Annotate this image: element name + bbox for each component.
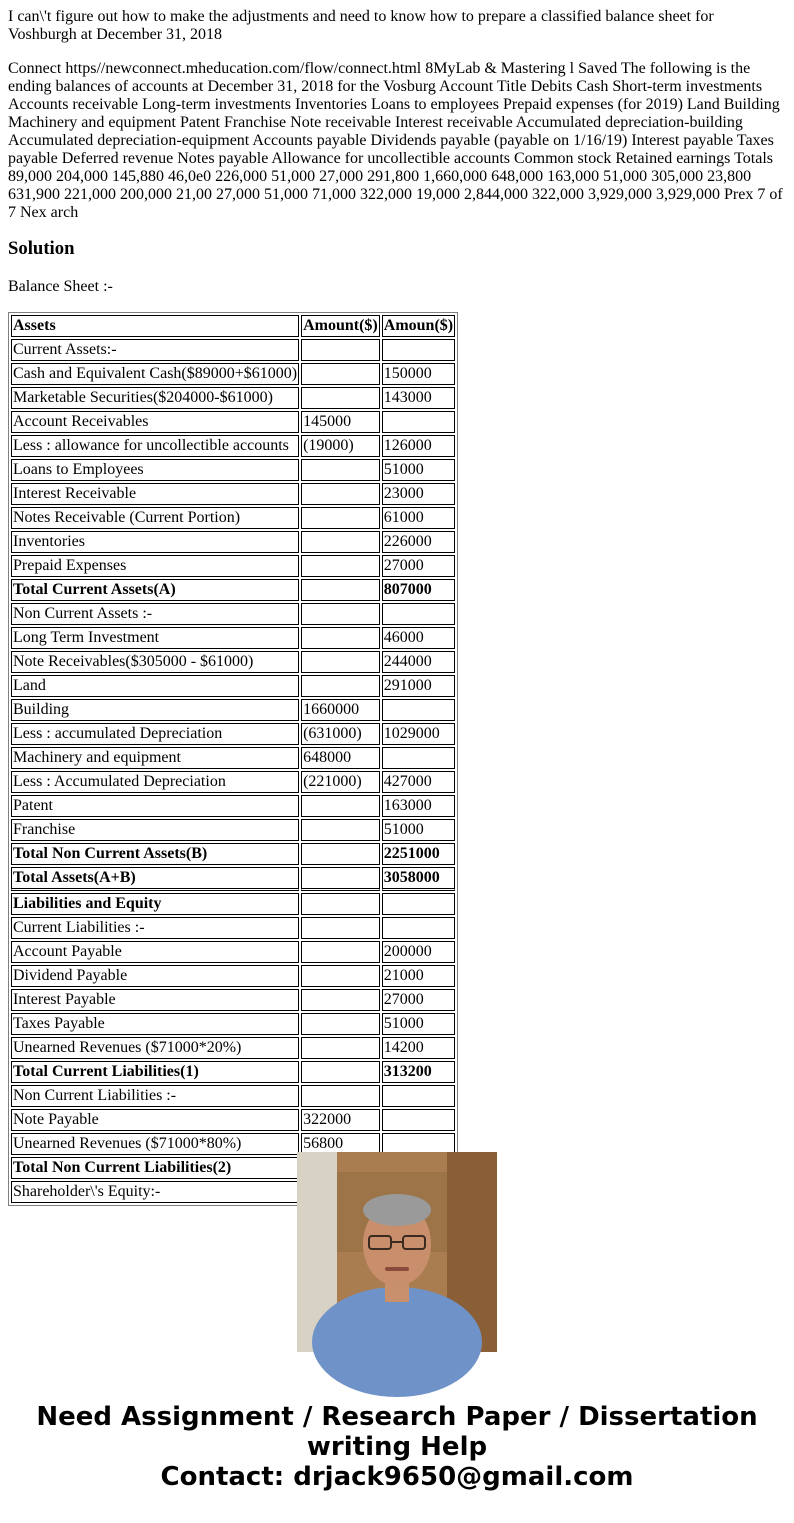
table-row bbox=[11, 651, 455, 673]
table-row bbox=[11, 843, 455, 865]
row-label: Unearned Revenues ($71000*20%) bbox=[11, 1037, 299, 1059]
promo-contact: Contact: drjack9650@gmail.com bbox=[160, 1462, 634, 1492]
table-row bbox=[11, 459, 455, 481]
table-row bbox=[11, 917, 455, 939]
row-label: Less : allowance for uncollectible accounts bbox=[11, 435, 299, 457]
row-amount-1 bbox=[301, 1061, 380, 1083]
row-amount-2: 21000 bbox=[382, 965, 455, 987]
row-label: Notes Receivable (Current Portion) bbox=[11, 507, 299, 529]
table-row bbox=[11, 483, 455, 505]
avatar bbox=[297, 1152, 497, 1352]
row-amount-1 bbox=[301, 363, 380, 385]
table-row bbox=[11, 989, 455, 1011]
table-row bbox=[11, 1037, 455, 1059]
row-amount-1 bbox=[301, 603, 380, 625]
row-label: Total Assets(A+B) bbox=[11, 867, 299, 891]
row-amount-2: 150000 bbox=[382, 363, 455, 385]
row-label: Account Receivables bbox=[11, 411, 299, 433]
table-row bbox=[11, 675, 455, 697]
table-row bbox=[11, 1013, 455, 1035]
table-row bbox=[11, 1085, 455, 1107]
row-amount-2 bbox=[382, 339, 455, 361]
promo-banner bbox=[0, 1402, 794, 1492]
row-amount-2: 3058000 bbox=[382, 867, 455, 891]
row-label: Less : accumulated Depreciation bbox=[11, 723, 299, 745]
row-label: Prepaid Expenses bbox=[11, 555, 299, 577]
author-avatar-area bbox=[0, 1152, 794, 1352]
row-amount-1: 145000 bbox=[301, 411, 380, 433]
table-row bbox=[11, 531, 455, 553]
row-amount-2 bbox=[382, 1109, 455, 1131]
row-amount-1 bbox=[301, 675, 380, 697]
row-label: Machinery and equipment bbox=[11, 747, 299, 769]
row-amount-1: 1660000 bbox=[301, 699, 380, 721]
row-amount-2 bbox=[382, 893, 455, 915]
row-amount-2: 226000 bbox=[382, 531, 455, 553]
row-amount-1 bbox=[301, 917, 380, 939]
row-label: Note Receivables($305000 - $61000) bbox=[11, 651, 299, 673]
table-row bbox=[11, 555, 455, 577]
row-label: Long Term Investment bbox=[11, 627, 299, 649]
row-label: Land bbox=[11, 675, 299, 697]
row-amount-1 bbox=[301, 507, 380, 529]
row-label: Non Current Assets :- bbox=[11, 603, 299, 625]
row-amount-1 bbox=[301, 843, 380, 865]
row-amount-2: 1029000 bbox=[382, 723, 455, 745]
row-amount-1 bbox=[301, 965, 380, 987]
row-amount-2: 143000 bbox=[382, 387, 455, 409]
row-amount-1 bbox=[301, 579, 380, 601]
row-amount-1: (19000) bbox=[301, 435, 380, 457]
promo-line-2: writing Help bbox=[306, 1432, 488, 1462]
header-amount-2: Amoun($) bbox=[382, 315, 455, 337]
row-amount-2: 51000 bbox=[382, 1013, 455, 1035]
row-label: Shareholder\'s Equity:- bbox=[11, 1181, 299, 1203]
row-amount-1 bbox=[301, 627, 380, 649]
table-row bbox=[11, 771, 455, 793]
row-label: Inventories bbox=[11, 531, 299, 553]
row-amount-1: (631000) bbox=[301, 723, 380, 745]
row-amount-2: 427000 bbox=[382, 771, 455, 793]
row-label: Total Current Assets(A) bbox=[11, 579, 299, 601]
row-label: Loans to Employees bbox=[11, 459, 299, 481]
row-amount-1: 56800 bbox=[301, 1133, 380, 1155]
row-amount-2: 163000 bbox=[382, 795, 455, 817]
row-amount-1 bbox=[301, 531, 380, 553]
balance-sheet-clip bbox=[8, 312, 786, 1200]
row-amount-2: 313200 bbox=[382, 1061, 455, 1083]
row-label: Total Non Current Assets(B) bbox=[11, 843, 299, 865]
table-row bbox=[11, 579, 455, 601]
row-label: Total Current Liabilities(1) bbox=[11, 1061, 299, 1083]
row-amount-2: 200000 bbox=[382, 941, 455, 963]
table-row bbox=[11, 363, 455, 385]
row-label: Note Payable bbox=[11, 1109, 299, 1131]
row-amount-1: 322000 bbox=[301, 1109, 380, 1131]
row-amount-2: 2251000 bbox=[382, 843, 455, 865]
row-amount-1 bbox=[301, 941, 380, 963]
row-amount-1 bbox=[301, 387, 380, 409]
table-row bbox=[11, 1109, 455, 1131]
table-row bbox=[11, 627, 455, 649]
row-amount-2: 51000 bbox=[382, 819, 455, 841]
table-row bbox=[11, 387, 455, 409]
row-amount-2: 291000 bbox=[382, 675, 455, 697]
row-amount-2: 51000 bbox=[382, 459, 455, 481]
row-amount-1 bbox=[301, 795, 380, 817]
row-label: Patent bbox=[11, 795, 299, 817]
promo-line-1: Need Assignment / Research Paper / Dissertation bbox=[36, 1402, 758, 1432]
table-row bbox=[11, 867, 455, 891]
row-label: Non Current Liabilities :- bbox=[11, 1085, 299, 1107]
row-label: Unearned Revenues ($71000*80%) bbox=[11, 1133, 299, 1155]
solution-intro: Balance Sheet :- bbox=[8, 278, 113, 295]
table-row bbox=[11, 893, 455, 915]
row-amount-1 bbox=[301, 893, 380, 915]
row-label: Current Assets:- bbox=[11, 339, 299, 361]
row-amount-2: 126000 bbox=[382, 435, 455, 457]
row-amount-1 bbox=[301, 483, 380, 505]
row-label: Interest Receivable bbox=[11, 483, 299, 505]
row-label: Account Payable bbox=[11, 941, 299, 963]
header-assets: Assets bbox=[11, 315, 299, 337]
row-amount-1 bbox=[301, 339, 380, 361]
row-amount-2 bbox=[382, 917, 455, 939]
row-label: Franchise bbox=[11, 819, 299, 841]
table-row bbox=[11, 941, 455, 963]
table-row bbox=[11, 339, 455, 361]
row-label: Interest Payable bbox=[11, 989, 299, 1011]
question-title: I can\'t figure out how to make the adjustments and need to know how to prepare a classified balance sheet for Voshburgh at December 31, 2018 bbox=[8, 8, 714, 43]
table-row bbox=[11, 747, 455, 769]
row-amount-2: 244000 bbox=[382, 651, 455, 673]
row-label: Dividend Payable bbox=[11, 965, 299, 987]
row-amount-1: 648000 bbox=[301, 747, 380, 769]
row-label: Less : Accumulated Depreciation bbox=[11, 771, 299, 793]
row-amount-2: 23000 bbox=[382, 483, 455, 505]
table-row bbox=[11, 965, 455, 987]
row-label: Liabilities and Equity bbox=[11, 893, 299, 915]
table-row bbox=[11, 507, 455, 529]
table-row bbox=[11, 795, 455, 817]
row-label: Current Liabilities :- bbox=[11, 917, 299, 939]
avatar-photo-icon bbox=[297, 1152, 497, 1352]
row-amount-1 bbox=[301, 989, 380, 1011]
row-amount-1 bbox=[301, 1013, 380, 1035]
table-row bbox=[11, 1061, 455, 1083]
row-amount-2: 61000 bbox=[382, 507, 455, 529]
row-amount-2: 46000 bbox=[382, 627, 455, 649]
table-row bbox=[11, 603, 455, 625]
row-label: Taxes Payable bbox=[11, 1013, 299, 1035]
row-label: Cash and Equivalent Cash($89000+$61000) bbox=[11, 363, 299, 385]
row-amount-2 bbox=[382, 747, 455, 769]
header-amount-1: Amount($) bbox=[301, 315, 380, 337]
row-amount-2 bbox=[382, 411, 455, 433]
table-row bbox=[11, 411, 455, 433]
table-row bbox=[11, 819, 455, 841]
row-amount-2 bbox=[382, 1085, 455, 1107]
question-body: Connect https//newconnect.mheducation.com/flow/connect.html 8MyLab & Mastering l Saved The following is the ending balances of accounts at December 31, 2018 for the Vosburg Account Title Debits Cash Short-term investments Accounts receivable Long-term investments Inventories Loans to employees Prepaid expenses (for 2019) Land Building Machinery and equipment Patent Franchise Note receivable Interest receivable Accumulated depreciation-building Accumulated depreciation-equipment Accounts payable Dividends payable (payable on 1/16/19) Interest payable Taxes payable Deferred revenue Notes payable Allowance for uncollectible accounts Common stock Retained earnings Totals 89,000 204,000 145,880 46,0e0 226,000 51,000 27,000 291,800 1,660,000 648,000 163,000 51,000 305,000 23,800 631,900 221,000 200,000 21,00 27,000 51,000 71,000 322,000 19,000 2,844,000 322,000 3,929,000 3,929,000 Prex 7 of 7 Nex arch bbox=[8, 60, 783, 221]
row-amount-1 bbox=[301, 1037, 380, 1059]
row-amount-1 bbox=[301, 651, 380, 673]
balance-sheet-table bbox=[8, 312, 458, 1206]
row-amount-2 bbox=[382, 699, 455, 721]
balance-sheet-body bbox=[11, 339, 455, 1203]
row-amount-1 bbox=[301, 555, 380, 577]
row-amount-2: 27000 bbox=[382, 555, 455, 577]
row-amount-2: 27000 bbox=[382, 989, 455, 1011]
row-amount-1 bbox=[301, 867, 380, 891]
row-amount-2: 14200 bbox=[382, 1037, 455, 1059]
row-label: Marketable Securities($204000-$61000) bbox=[11, 387, 299, 409]
table-row bbox=[11, 723, 455, 745]
row-amount-2 bbox=[382, 603, 455, 625]
row-amount-1 bbox=[301, 459, 380, 481]
row-amount-1: (221000) bbox=[301, 771, 380, 793]
row-amount-1 bbox=[301, 1085, 380, 1107]
row-amount-1 bbox=[301, 819, 380, 841]
row-label: Total Non Current Liabilities(2) bbox=[11, 1157, 299, 1179]
table-row bbox=[11, 435, 455, 457]
solution-heading: Solution bbox=[8, 238, 75, 259]
row-amount-2: 807000 bbox=[382, 579, 455, 601]
table-row bbox=[11, 699, 455, 721]
row-label: Building bbox=[11, 699, 299, 721]
